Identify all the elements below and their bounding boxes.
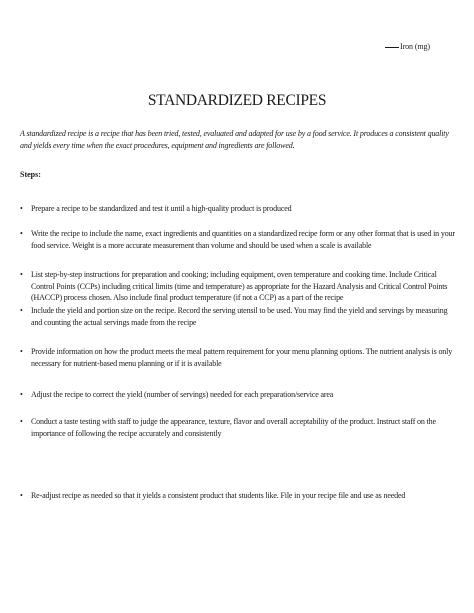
step-text: Conduct a taste testing with staff to judge the appearance, texture, flavor and overall acceptability of the product. Instruct staff on the importance of following the recipe accurately and consistently [31,417,436,438]
step-text: List step-by-step instructions for preparation and cooking; including equipment, oven temperature and cooking time. Include Critical Control Points (CCPs) including critical limits (time and temperature) as appropriate for the Hazard Analysis and Critical Control Points (HACCP) process chosen. Also include final product temperature (if not a CCP) as a part of the recipe [31,270,448,302]
step-text: Prepare a recipe to be standardized and test it until a high-quality product is produced [31,204,292,213]
step-text: Include the yield and portion size on the recipe. Record the serving utensil to be used. You may find the yield and servings by measuring and counting the actual servings made from the recipe [31,306,448,327]
step-text: Re-adjust recipe as needed so that it yields a consistent product that students like. File in your recipe file and use as needed [31,491,406,500]
steps-heading: Steps: [20,170,41,179]
bullet-icon: • [20,306,23,315]
step-item [20,490,460,502]
bullet-icon: • [20,417,23,426]
bullet-icon: • [20,229,23,238]
step-item [20,269,460,304]
bullet-icon: • [20,204,23,213]
step-text: Adjust the recipe to correct the yield (number of servings) needed for each preparation/service area [31,390,334,399]
step-item [20,416,460,439]
bullet-icon: • [20,347,23,356]
step-item [20,389,460,401]
step-item [20,203,460,215]
page-title: STANDARDIZED RECIPES [147,92,327,109]
step-text: Provide information on how the product meets the meal pattern requirement for your menu planning options. The nutrient analysis is only necessary for nutrient-based menu planning or if it is available [31,347,453,368]
step-item [20,228,460,251]
bullet-icon: • [20,390,23,399]
bullet-icon: • [20,270,23,279]
intro-paragraph: A standardized recipe is a recipe that has been tried, tested, evaluated and adapted for use by a food service. It produces a consistent quality and yields every time when the exact procedures, equipment and ingredients are followed. [20,129,449,150]
step-text: Write the recipe to include the name, exact ingredients and quantities on a standardized recipe form or any other format that is used in your food service. Weight is a more accurate measurement than volume and should be used when a scale is available [31,229,455,250]
iron-field-label [385,42,430,51]
step-item [20,305,460,328]
iron-label-text: Iron (mg) [400,42,430,51]
iron-blank-line [385,47,399,48]
bullet-icon: • [20,491,23,500]
step-item [20,346,460,369]
